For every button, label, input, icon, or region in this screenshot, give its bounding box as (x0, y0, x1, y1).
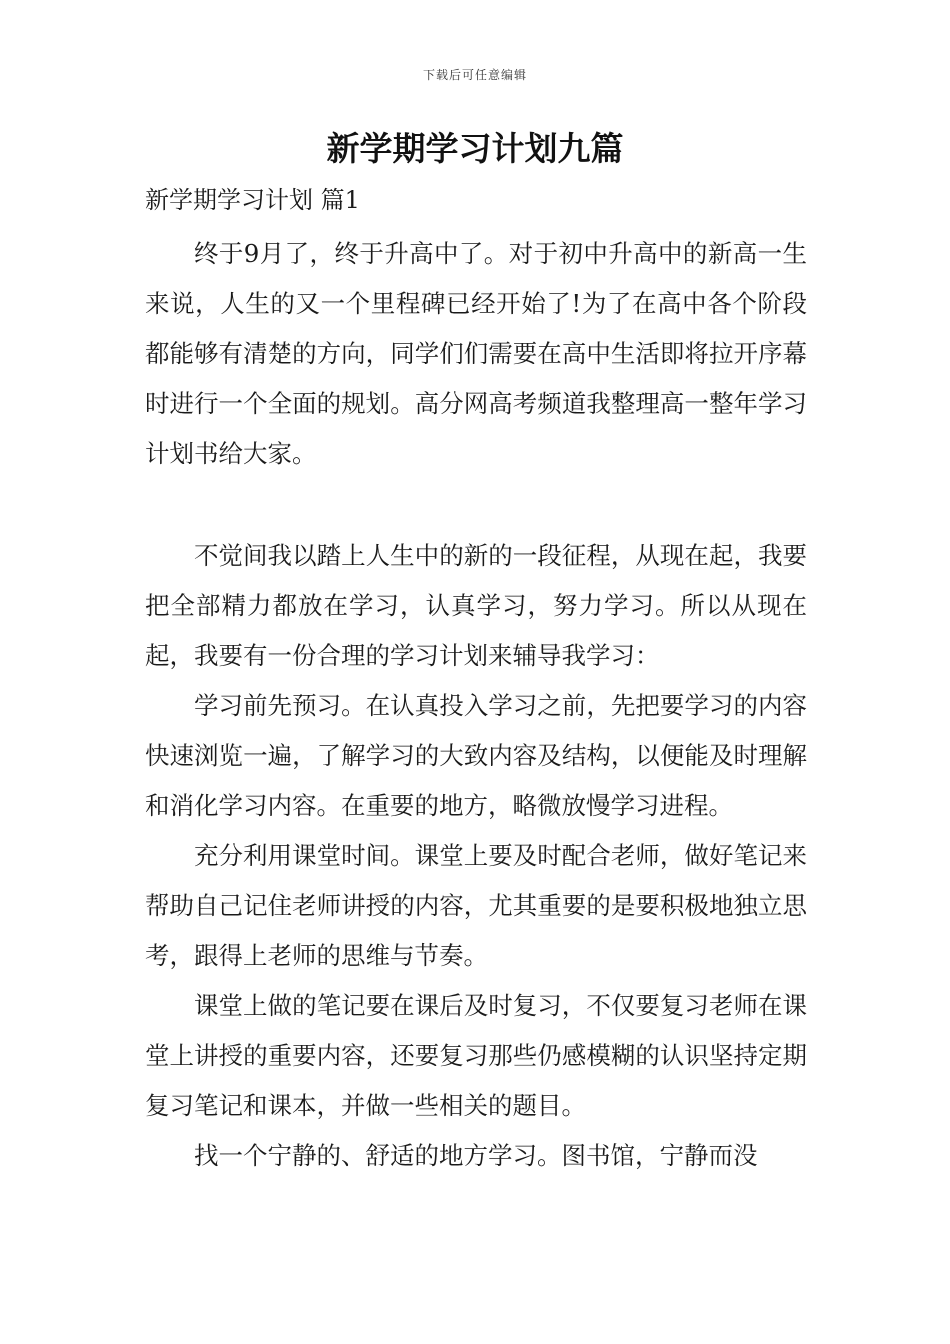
paragraph-2: 不觉间我以踏上人生中的新的一段征程，从现在起，我要把全部精力都放在学习，认真学习，努力学习。所以从现在起，我要有一份合理的学习计划来辅导我学习： (145, 541, 807, 670)
document-body (145, 179, 807, 1181)
paragraph-4: 充分利用课堂时间。课堂上要及时配合老师，做好笔记来帮助自己记住老师讲授的内容，尤其重要的是要积极地独立思考，跟得上老师的思维与节奏。 (145, 841, 807, 970)
paragraph-gap (145, 479, 807, 531)
header-note: 下载后可任意编辑 (422, 68, 527, 82)
section-heading: 新学期学习计划 篇1 (145, 186, 360, 214)
paragraph-5: 课堂上做的笔记要在课后及时复习，不仅要复习老师在课堂上讲授的重要内容，还要复习那些仍感模糊的认识坚持定期复习笔记和课本，并做一些相关的题目。 (145, 991, 807, 1120)
paragraph-6: 找一个宁静的、舒适的地方学习。图书馆，宁静而没 (194, 1141, 758, 1170)
paragraph-3: 学习前先预习。在认真投入学习之前，先把要学习的内容快速浏览一遍，了解学习的大致内容及结构，以便能及时理解和消化学习内容。在重要的地方，略微放慢学习进程。 (145, 691, 807, 820)
paragraph-1: 终于9月了，终于升高中了。对于初中升高中的新高一生来说，人生的又一个里程碑已经开始了!为了在高中各个阶段都能够有清楚的方向，同学们们需要在高中生活即将拉开序幕时进行一个全面的规划。高分网高考频道我整理高一整年学习计划书给大家。 (145, 239, 807, 468)
document-title: 新学期学习计划九篇 (326, 129, 624, 168)
